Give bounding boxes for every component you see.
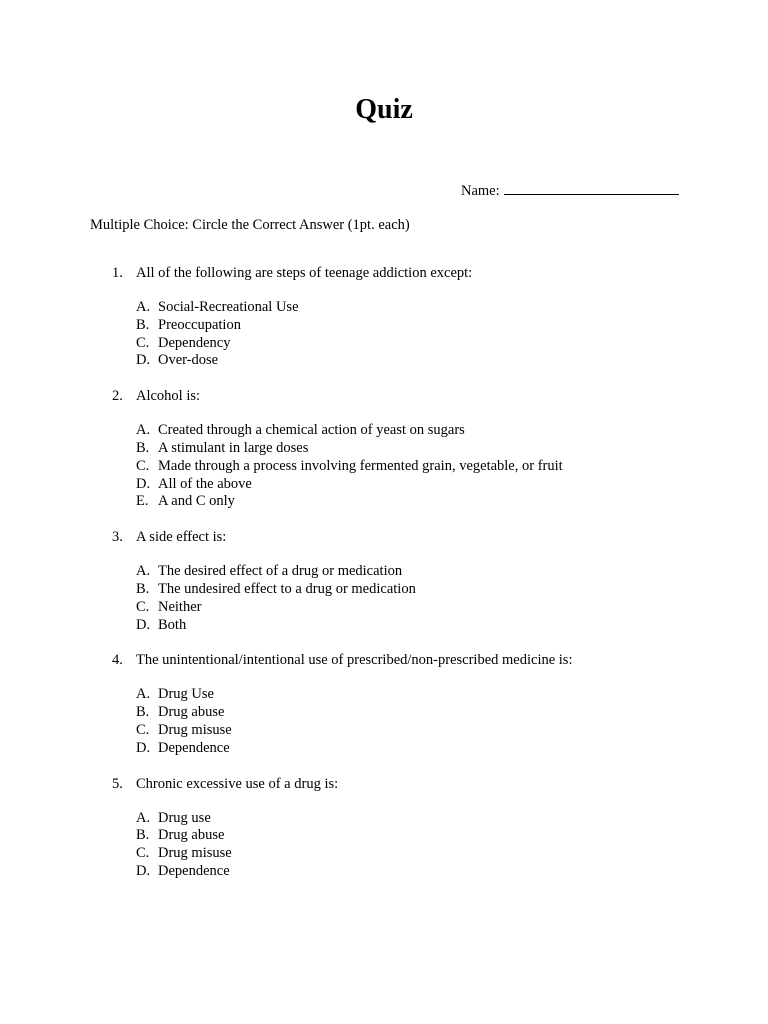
answer-option[interactable] xyxy=(0,740,768,758)
option-letter: D. xyxy=(136,616,151,633)
option-letter: D. xyxy=(136,862,151,879)
answer-option[interactable] xyxy=(0,686,768,704)
question-number: 4. xyxy=(112,652,123,669)
question-number: 2. xyxy=(112,388,123,405)
instructions: Multiple Choice: Circle the Correct Answer (1pt. each) xyxy=(90,217,410,233)
option-letter: C. xyxy=(136,598,150,615)
option-letter: D. xyxy=(136,739,151,756)
answer-option[interactable] xyxy=(0,827,768,845)
option-letter: A. xyxy=(136,563,151,580)
option-letter: B. xyxy=(136,704,150,721)
option-text: Created through a chemical action of yeast on sugars xyxy=(158,422,465,439)
option-letter: A. xyxy=(136,686,151,703)
answer-option[interactable] xyxy=(0,722,768,740)
question-text: Alcohol is: xyxy=(136,388,201,405)
answer-options xyxy=(0,810,768,881)
page-title: Quiz xyxy=(355,94,413,125)
option-text: Drug misuse xyxy=(158,721,232,738)
answer-option[interactable] xyxy=(0,581,768,599)
answer-option[interactable] xyxy=(0,299,768,317)
option-text: Drug Use xyxy=(158,686,214,703)
option-text: Social-Recreational Use xyxy=(158,299,299,315)
question-4 xyxy=(0,651,768,757)
answer-option[interactable] xyxy=(0,493,768,511)
option-letter: D. xyxy=(136,475,151,492)
option-letter: B. xyxy=(136,316,150,333)
answer-option[interactable] xyxy=(0,335,768,353)
answer-option[interactable] xyxy=(0,563,768,581)
question-stem xyxy=(0,264,768,282)
answer-option[interactable] xyxy=(0,810,768,828)
answer-option[interactable] xyxy=(0,352,768,370)
option-letter: C. xyxy=(136,457,150,474)
option-letter: E. xyxy=(136,493,149,510)
option-letter: A. xyxy=(136,422,151,439)
option-text: Dependence xyxy=(158,739,230,756)
answer-options xyxy=(0,563,768,634)
question-5 xyxy=(0,775,768,881)
question-3 xyxy=(0,528,768,634)
question-number: 3. xyxy=(112,529,123,546)
question-stem xyxy=(0,387,768,405)
option-text: Drug abuse xyxy=(158,827,225,844)
answer-option[interactable] xyxy=(0,440,768,458)
option-text: Dependency xyxy=(158,334,231,351)
answer-option[interactable] xyxy=(0,863,768,881)
question-stem xyxy=(0,775,768,793)
option-text: A stimulant in large doses xyxy=(158,439,309,456)
answer-options xyxy=(0,299,768,370)
question-1 xyxy=(0,264,768,370)
option-letter: C. xyxy=(136,334,150,351)
question-text: A side effect is: xyxy=(136,529,227,546)
question-text: All of the following are steps of teenage addiction except: xyxy=(136,265,473,281)
option-text: Over-dose xyxy=(158,352,219,369)
option-text: Preoccupation xyxy=(158,316,241,333)
answer-option[interactable] xyxy=(0,317,768,335)
answer-option[interactable] xyxy=(0,704,768,722)
answer-option[interactable] xyxy=(0,845,768,863)
option-text: A and C only xyxy=(158,493,235,510)
answer-option[interactable] xyxy=(0,476,768,494)
answer-option[interactable] xyxy=(0,599,768,617)
option-letter: B. xyxy=(136,439,150,456)
option-letter: A. xyxy=(136,299,151,315)
option-text: Both xyxy=(158,616,187,633)
question-number: 1. xyxy=(112,265,123,281)
option-letter: C. xyxy=(136,721,150,738)
option-letter: A. xyxy=(136,809,151,826)
name-blank-line[interactable] xyxy=(504,180,679,195)
answer-options xyxy=(0,422,768,511)
answer-option[interactable] xyxy=(0,617,768,635)
option-letter: C. xyxy=(136,845,150,862)
question-stem xyxy=(0,651,768,669)
option-text: Dependence xyxy=(158,862,230,879)
question-2 xyxy=(0,387,768,511)
option-letter: B. xyxy=(136,580,150,597)
option-letter: D. xyxy=(136,352,151,369)
question-stem xyxy=(0,528,768,546)
option-text: Drug use xyxy=(158,809,211,826)
question-number: 5. xyxy=(112,775,123,792)
name-label: Name: xyxy=(461,183,500,199)
option-text: Drug misuse xyxy=(158,845,232,862)
option-text: Made through a process involving fermented grain, vegetable, or fruit xyxy=(158,457,563,474)
option-text: Drug abuse xyxy=(158,704,225,721)
name-field-row xyxy=(461,180,679,200)
question-list xyxy=(0,264,768,898)
question-text: The unintentional/intentional use of prescribed/non-prescribed medicine is: xyxy=(136,652,573,669)
option-text: The desired effect of a drug or medication xyxy=(158,563,403,580)
answer-option[interactable] xyxy=(0,422,768,440)
option-letter: B. xyxy=(136,827,150,844)
option-text: Neither xyxy=(158,598,202,615)
option-text: The undesired effect to a drug or medication xyxy=(158,580,416,597)
option-text: All of the above xyxy=(158,475,252,492)
answer-option[interactable] xyxy=(0,458,768,476)
question-text: Chronic excessive use of a drug is: xyxy=(136,775,339,792)
answer-options xyxy=(0,686,768,757)
